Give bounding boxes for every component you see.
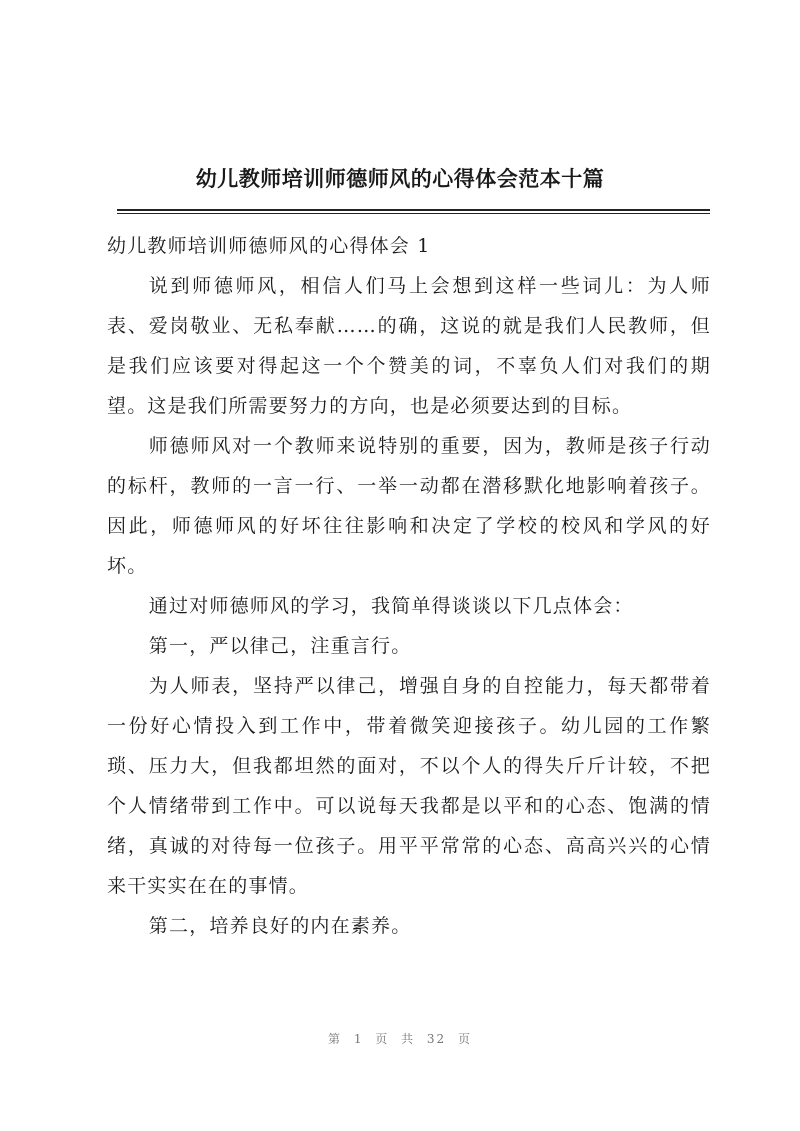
document-body [107,226,711,946]
paragraph-4: 第一，严以律己，注重言行。 [148,635,412,657]
paragraph-6: 第二，培养良好的内在素养。 [148,915,412,937]
document-title: 幼儿教师培训师德师风的心得体会范本十篇 [195,167,605,191]
title-divider-thin [117,213,710,214]
title-divider-thick [117,209,710,211]
paragraph-1: 说到师德师风，相信人们马上会想到这样一些词儿：为人师表、爱岗敬业、无私奉献……的确，这说的就是我们人民教师，但是我们应该要对得起这一个个赞美的词，不辜负人们对我们的期望。这是我们所需要努力的方向，也是必须要达到的目标。 [107,275,711,417]
section-heading: 幼儿教师培训师德师风的心得体会 1 [107,235,431,257]
paragraph-3: 通过对师德师风的学习，我简单得谈谈以下几点体会： [148,595,634,617]
page-number-footer: 第 1 页 共 32 页 [328,1032,472,1046]
paragraph-2: 师德师风对一个教师来说特别的重要，因为，教师是孩子行动的标杆，教师的一言一行、一举一动都在潜移默化地影响着孩子。因此，师德师风的好坏往往影响和决定了学校的校风和学风的好坏。 [107,435,711,577]
paragraph-5: 为人师表，坚持严以律己，增强自身的自控能力，每天都带着一份好心情投入到工作中，带着微笑迎接孩子。幼儿园的工作繁琐、压力大，但我都坦然的面对，不以个人的得失斤斤计较，不把个人情绪带到工作中。可以说每天我都是以平和的心态、饱满的情绪，真诚的对待每一位孩子。用平平常常的心态、高高兴兴的心情来干实实在在的事情。 [107,675,711,897]
